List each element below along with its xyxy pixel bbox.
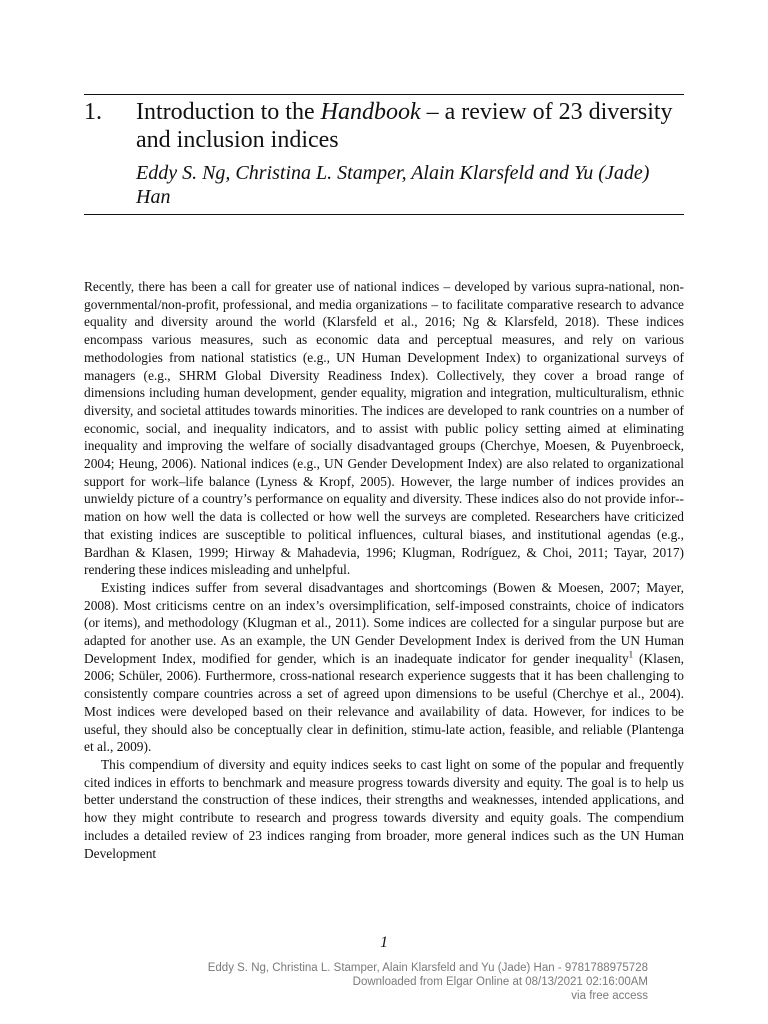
paragraph-3: This compendium of diversity and equity indices seeks to cast light on some of the popular and frequently cited indices in efforts to benchmark and measure progress towards diversity and equity. The goal is to help us better understand the construction of these indices, their strengths and weaknesses, intended applications, and how they might contribute to research and progress towards diversity and equity goals. The compendium includes a detailed review of 23 indices ranging from broader, more general indices such as the UN Human Development: [84, 756, 684, 861]
header-rule-top: [84, 94, 684, 95]
chapter-title-part1: Introduction to the: [136, 99, 321, 125]
paragraph-2: [84, 579, 684, 756]
footnote-marker[interactable]: 1: [628, 649, 634, 660]
paragraph-2-text: Existing indices suffer from several disadvantages and shortcomings (Bowen & Moesen, 2007; Mayer, 2008). Most criticisms centre on an index’s oversimplification, self-imposed constraints, choice of indicators (or items), and methodology (Klugman et al., 2011). Some indices are collected for a singular purpose but are adapted for another use. As an example, the UN Gender Development Index is derived from the UN Human Development Index, modified for gender, which is an inadequate indicator for gender inequality: [84, 579, 684, 666]
chapter-title: [136, 98, 684, 154]
footer-line-authors: Eddy S. Ng, Christina L. Stamper, Alain Klarsfeld and Yu (Jade) Han - 9781788975728: [207, 962, 648, 974]
paragraph-2-text-cont: (Klasen, 2006; Schüler, 2006). Furthermore, cross-national research experience suggests that it has been challenging to consistently compare countries across a set of agreed upon dimensions to be useful (Cherchye et al., 2004). Most indices were developed based on their relevance and availability of data. However, for indices to be useful, they should also be conceptually clear in definition, stimu-late action, feasible, and reliable (Plantenga et al., 2009).: [84, 650, 684, 755]
chapter-number: 1.: [84, 99, 102, 125]
footer-line-access: via free access: [571, 990, 648, 1002]
chapter-title-italic: Handbook: [320, 99, 421, 125]
paragraph-1: Recently, there has been a call for greater use of national indices – developed by various supra-national, non-governmental/non-profit, professional, and media organizations – to facilitate comparative research to advance equality and diversity around the world (Klarsfeld et al., 2016; Ng & Klarsfeld, 2018). These indices encompass various measures, such as economic data and perceptual measures, and rely on various methodologies from national statistics (e.g., UN Human Development Index) to organizational surveys of managers (e.g., SHRM Global Diversity Readiness Index). Collectively, they cover a broad range of dimensions including human development, gender equality, migration and integration, multiculturalism, ethnic diversity, and societal attitudes towards minorities. The indices are developed to rank countries on a number of economic, social, and inequality indicators, and to assist with public policy setting aimed at eliminating inequality and improving the welfare of socially disadvantaged groups (Cherchye, Moesen, & Puyenbroeck, 2004; Heung, 2006). National indices (e.g., UN Gender Development Index) are also related to organizational support for work–life balance (Lyness & Kropf, 2005). However, the large number of indices provides an unwieldy picture of a country’s performance on equality and diversity. These indices also do not provide infor-mation on how well the data is collected or how well the surveys are completed. Researchers have criticized that existing indices are susceptible to political influences, cultural biases, and institutional agendas (e.g., Bardhan & Klasen, 1999; Hirway & Mahadevia, 1996; Klugman, Rodríguez, & Choi, 2011; Tayar, 2017) rendering these indices misleading and unhelpful.: [84, 279, 684, 578]
chapter-title-part2: – a review of 23 diversity and inclusion indices: [136, 99, 673, 153]
page-number: 1: [380, 934, 388, 951]
body-text: [84, 278, 684, 862]
footer-line-downloaded: Downloaded from Elgar Online at 08/13/2021 02:16:00AM: [352, 976, 648, 988]
chapter-authors: Eddy S. Ng, Christina L. Stamper, Alain Klarsfeld and Yu (Jade) Han: [136, 162, 650, 208]
download-footer: [208, 961, 648, 1003]
header-rule-bottom: [84, 214, 684, 215]
